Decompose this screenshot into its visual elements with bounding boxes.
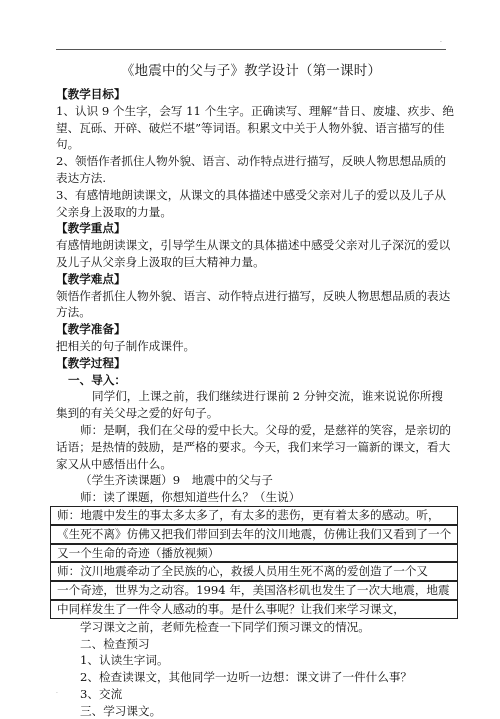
text-line: 师：汶川地震牵动了全民族的心，救援人员用生死不离的爱创造了一个又: [50, 562, 458, 581]
text-line: 师：地震中发生的事太多太多了，有太多的悲伤，更有着太多的感动。听，: [50, 506, 458, 525]
document-body: [56, 86, 456, 719]
text-line: 【教学过程】: [56, 355, 126, 370]
text-line: 表达方法.: [56, 170, 107, 185]
text-line: 3、交流: [80, 686, 123, 701]
text-line: 2、检查读课文，其他同学一边听一边想：课文讲了一件什么事？: [80, 670, 413, 685]
text-line: 父亲身上汲取的力量。: [56, 204, 172, 219]
text-line: 及儿子从父亲身上汲取的巨大精神力量。: [56, 254, 265, 269]
text-line: 1、认读生字词。: [80, 653, 169, 668]
text-line: 句。: [56, 137, 80, 152]
text-line: 话语；是热情的鼓励，是严格的要求。今天，我们来学习一篇新的课文，看大: [56, 439, 451, 454]
text-line: 【教学目标】: [56, 87, 126, 101]
text-line: 【教学难点】: [56, 271, 126, 286]
footer-mark: ·: [56, 690, 58, 697]
text-line: 二、检查预习: [80, 636, 150, 651]
header-rule: [56, 49, 446, 50]
text-line: 3、有感情地朗读课文，从课文的具体描述中感受父亲对儿子的爱以及儿子从: [56, 187, 446, 202]
document-title: 《地震中的父与子》教学设计（第一课时）: [120, 63, 382, 79]
text-line: 师：是啊，我们在父母的爱中长大。父母的爱，是慈祥的笑容，是亲切的: [80, 422, 452, 437]
text-line: 【教学重点】: [56, 221, 126, 236]
text-line: 三、学习课文。: [80, 703, 162, 718]
text-line: 有感情地朗读课文，引导学生从课文的具体描述中感受父亲对儿子深沉的爱以: [56, 238, 451, 253]
text-line: 1、认识 9 个生字，会写 11 个生字。正确读写、理解“昔日、废墟、疚步、绝: [56, 103, 454, 118]
text-line: 学习课文之前，老师先检查一下同学们预习课文的情况。: [80, 619, 370, 634]
text-line: 《生死不离》仿佛又把我们带回到去年的汶川地震，仿佛让我们又看到了一个: [50, 525, 458, 544]
text-line: 同学们，上课之前，我们继续进行课前 2 分钟交流，谁来说说你所搜: [92, 389, 443, 404]
text-line: 【教学准备】: [56, 322, 126, 337]
text-line: （学生齐读课题）9 地震中的父与子: [80, 473, 273, 488]
text-line: 师：读了课题，你想知道些什么？（生说）: [80, 490, 301, 505]
text-line: 家又从中感悟出什么。: [56, 456, 172, 471]
text-line: 方法。: [56, 305, 91, 320]
text-line: 望、瓦砾、开碎、破烂不堪”等词语。积累文中关于人物外貌、语言描写的佳: [56, 120, 445, 135]
text-line: 集到的有关父母之爱的好句子。: [56, 406, 219, 421]
text-line: 领悟作者抓住人物外貌、语言、动作特点进行描写，反映人物思想品质的表达: [56, 288, 451, 303]
text-line: 一、导入：: [68, 372, 126, 387]
text-line: 2、领悟作者抓住人物外貌、语言、动作特点进行描写，反映人物思想品质的: [56, 154, 446, 169]
text-line: 把相关的句子制作成课件。: [56, 338, 196, 353]
text-line: 又一个生命的奇迹（播放视频）: [50, 544, 458, 563]
text-line: 一个奇迹，世界为之动容。1994 年，美国洛杉矶也发生了一次大地震，地震: [50, 581, 458, 600]
corner-mark: ·: [440, 39, 442, 46]
text-line: 中同样发生了一件令人感动的事。是什么事呢？让我们来学习课文，: [50, 600, 458, 619]
